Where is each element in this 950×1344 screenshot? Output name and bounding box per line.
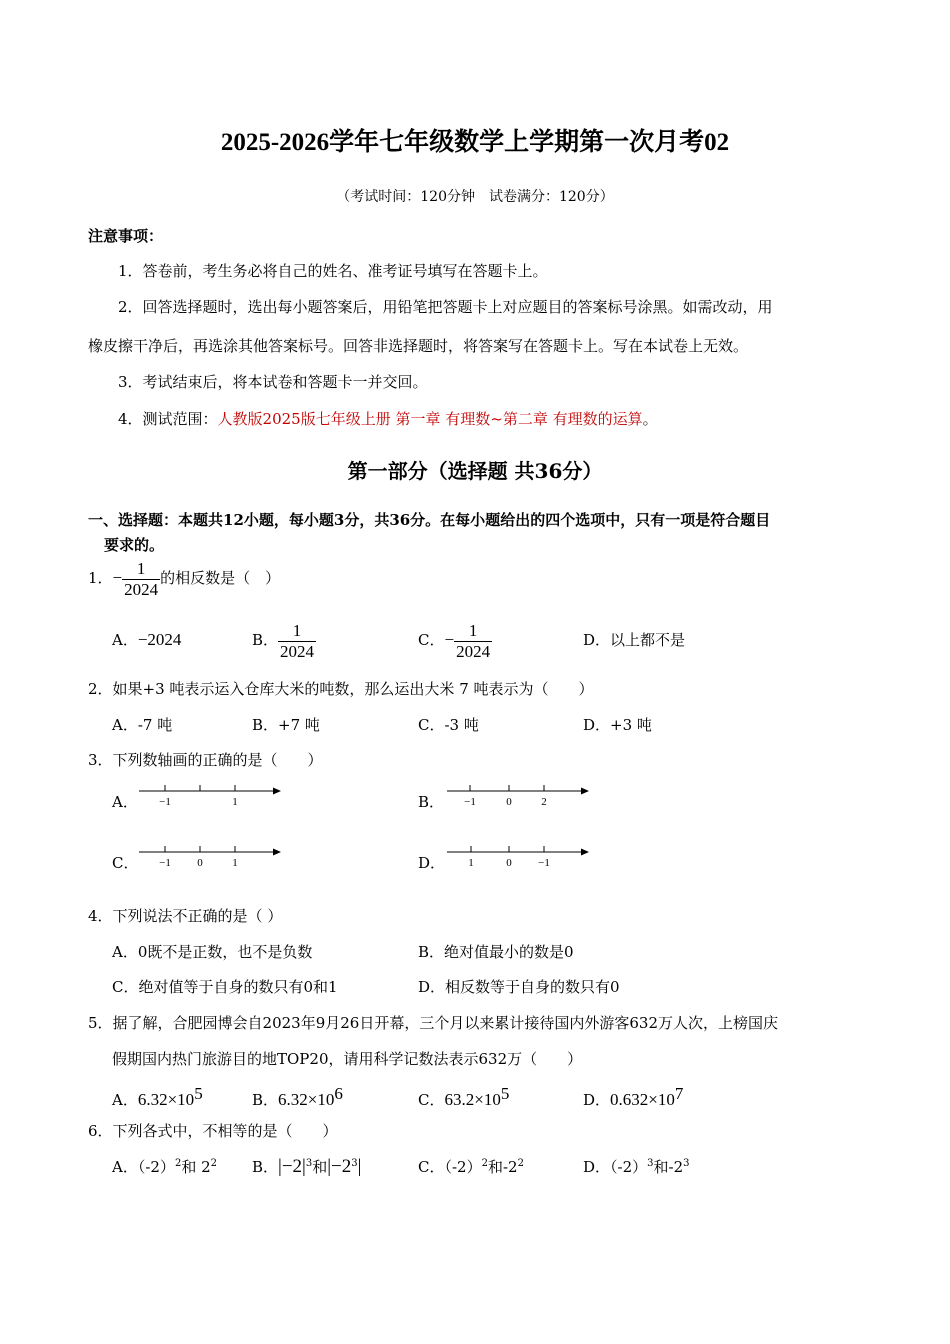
tick-label: 1	[232, 857, 238, 869]
q6-option-b: B．$|-2|^3$和$|-2^3|$	[252, 1156, 362, 1177]
q3-number-line-c	[135, 841, 285, 871]
tick-label: −1	[464, 796, 476, 808]
question-5-line-1: 5．据了解，合肥园博会自2023年9月26日开幕，三个月以来累计接待国内外游客632万人次，上榜国庆	[88, 1014, 778, 1032]
tick-label: −1	[538, 857, 550, 869]
q2-option-c: C．-3 吨	[418, 716, 479, 734]
question-3: 3．下列数轴画的正确的是（ ）	[88, 751, 323, 769]
tick-label: −1	[159, 796, 171, 808]
q3-number-line-b	[443, 780, 593, 810]
q3-option-a-label: A．	[112, 793, 138, 811]
q1-text: 的相反数是（ ）	[160, 569, 281, 587]
note-item-2-cont: 橡皮擦干净后，再选涂其他答案标号。回答非选择题时，将答案写在答题卡上。写在本试卷上无效。	[88, 337, 749, 355]
q1-option-d: D．以上都不是	[583, 631, 686, 649]
tick-label: 0	[197, 857, 203, 869]
note-item-3: 3．考试结束后，将本试卷和答题卡一并交回。	[118, 373, 428, 391]
tick-label: 1	[468, 857, 474, 869]
note-item-4	[118, 408, 658, 429]
question-2: 2．如果+3 吨表示运入仓库大米的吨数，那么运出大米 7 吨表示为（ ）	[88, 680, 594, 698]
q2-option-b: B．+7 吨	[252, 716, 320, 734]
q4-option-c: C．绝对值等于自身的数只有0和1	[112, 978, 338, 996]
scope-end: 。	[642, 410, 658, 428]
q5-option-d: D．$0.632\times 10^7$	[583, 1084, 684, 1109]
question-4: 4．下列说法不正确的是（ ）	[88, 907, 283, 925]
tick-label: 2	[541, 796, 547, 808]
q6-option-c: C．$(-2)^2$和$-2^2$	[418, 1158, 524, 1176]
page-title: 2025-2026学年七年级数学上学期第一次月考02	[220, 129, 730, 156]
q2-option-a: A．-7 吨	[112, 716, 173, 734]
scope-label: 4．测试范围：	[118, 410, 218, 428]
q6-option-a: A．$(-2)^2$和 $2^2$	[112, 1158, 218, 1176]
q5-option-c: C．$63.2\times 10^5$	[418, 1084, 510, 1109]
q5-option-a: A．$6.32\times 10^5$	[112, 1084, 203, 1109]
q1-option-a: A．−2024	[112, 630, 182, 649]
q3-option-b-label: B．	[418, 793, 445, 811]
section-instruction-2: 要求的。	[104, 536, 165, 554]
scope-value: 人教版2025版七年级上册 第一章 有理数~第二章 有理数的运算	[217, 410, 643, 428]
q3-option-c-label: C．	[112, 854, 139, 872]
q4-option-d: D．相反数等于自身的数只有0	[418, 978, 620, 996]
q1-fraction: $\frac{1}{2024}$	[124, 558, 159, 599]
q5-option-b: B．$6.32\times 10^6$	[252, 1084, 343, 1109]
tick-label: 0	[506, 796, 512, 808]
q2-option-d: D．+3 吨	[583, 716, 652, 734]
tick-label: −1	[159, 857, 171, 869]
q3-number-line-d	[443, 841, 593, 871]
tick-label: 0	[506, 857, 512, 869]
q1-number: 1．	[88, 569, 113, 587]
q4-option-a: A．0既不是正数，也不是负数	[112, 943, 313, 961]
q3-number-line-a	[135, 780, 285, 810]
section-title: 第一部分（选择题 共36分）	[347, 459, 603, 483]
q6-option-d: D．$(-2)^3$和$-2^3$	[583, 1158, 690, 1176]
q4-option-b: B．绝对值最小的数是0	[418, 943, 574, 961]
q3-option-d-label: D．	[418, 854, 446, 872]
note-item-2: 2．回答选择题时，选出每小题答案后，用铅笔把答题卡上对应题目的答案标号涂黑。如需改动，用	[118, 298, 773, 316]
q1-minus: −	[112, 568, 123, 587]
section-instruction-1: 一、选择题：本题共12小题，每小题3分，共36分。在每小题给出的四个选项中，只有一项是符合题目	[88, 511, 771, 529]
exam-info: （考试时间：120分钟 试卷满分：120分）	[336, 189, 614, 205]
tick-label: 1	[232, 796, 238, 808]
q1-option-c: C．− $\frac{1}{2024}$	[418, 620, 491, 661]
question-5-line-2: 假期国内热门旅游目的地TOP20，请用科学记数法表示632万（ ）	[112, 1050, 583, 1068]
q1-option-b: B． $\frac{1}{2024}$	[252, 620, 315, 661]
notes-heading: 注意事项：	[88, 227, 164, 245]
question-1	[88, 556, 280, 600]
note-item-1: 1．答卷前，考生务必将自己的姓名、准考证号填写在答题卡上。	[118, 262, 548, 280]
question-6: 6．下列各式中，不相等的是（ ）	[88, 1122, 338, 1140]
